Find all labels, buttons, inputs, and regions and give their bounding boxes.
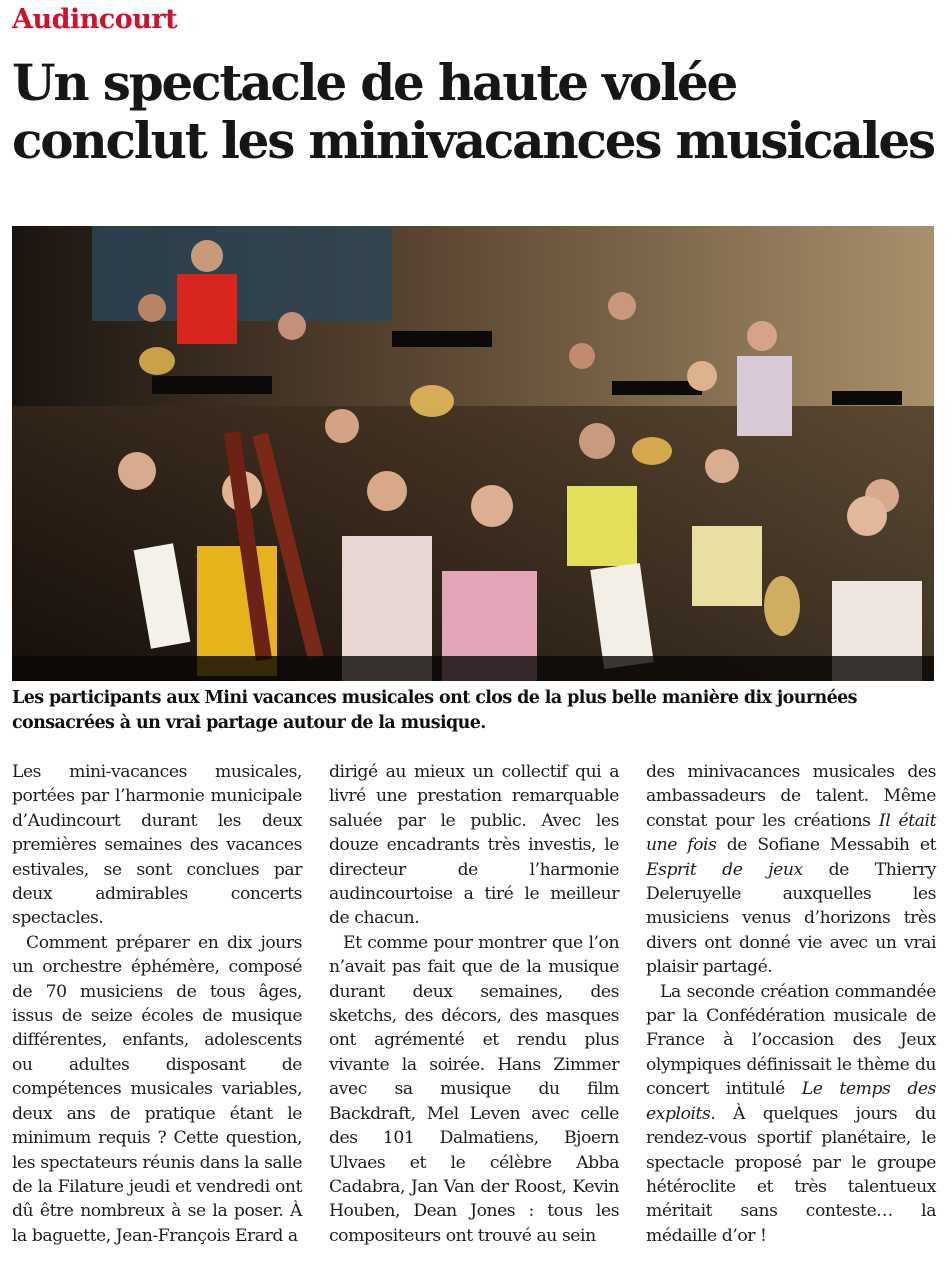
body-column-2: [329, 760, 619, 1248]
work-title-2: Esprit de jeux: [646, 859, 803, 880]
article-body: [12, 760, 937, 1280]
article-photo: [12, 226, 934, 681]
paragraph-2: Comment préparer en dix jours un orchestre éphémère, composé de 70 musiciens de tous âges, issus de seize écoles de musique différentes, enfants, adolescents ou adultes disposant de compétences musicales variables, deux ans de pratique étant le minimum requis ? Cette question, les spectateurs réunis dans la salle de la Filature jeudi et vendredi ont dû être nombreux à se la poser. À la baguette, Jean-François Erard a: [12, 932, 303, 1246]
paragraph-2-cont: dirigé au mieux un collectif qui a livré une prestation remarquable saluée par le public. Avec les douze encadrants très investis, le directeur de l’harmonie audincourtoise a tiré le meilleur de chacun.: [329, 762, 620, 929]
photo-caption: Les participants aux Mini vacances musicales ont clos de la plus belle manière dix journées consacrées à un vrai partage autour de la musique.: [12, 688, 857, 733]
paragraph-4: La seconde création commandée par la Confédération musicale de France à l’occasion des Jeux olympiques définissait le thème du concert intitulé Le temps des exploits. À quelques jours du rendez-vous sportif planétaire, le spectacle proposé par le groupe hétéroclite et très talentueux méritait sans conteste… la médaille d’or !: [646, 981, 937, 1246]
body-column-1: [12, 760, 302, 1248]
orchestra-photo-illustration: [12, 226, 934, 681]
section-kicker: Audincourt: [12, 4, 178, 35]
headline-line-1: Un spectacle de haute volée: [12, 53, 737, 112]
body-column-3: [646, 760, 936, 1248]
paragraph-intro: Les mini-vacances musicales, portées par l’harmonie municipale d’Audincourt durant les deux premières semaines des vacances estivales, se sont conclues par deux admirables concerts spectacles.: [12, 762, 302, 929]
article-headline: [12, 54, 942, 170]
work-title-1: Il était une fois: [646, 810, 937, 856]
headline-line-2: conclut les minivacances musicales: [12, 111, 934, 170]
concert-title: Le temps des exploits: [646, 1079, 937, 1124]
paragraph-3-cont: des minivacances musicales des ambassadeurs de talent. Même constat pour les créations Il était une fois de Sofiane Messabih et Esprit de jeux de Thierry Deleruyelle auxquelles les musiciens venus d’horizons très divers ont donné vie avec un vrai plaisir partagé.: [646, 762, 937, 978]
paragraph-3: Et comme pour montrer que l’on n’avait pas fait que de la musique durant deux semaines, des sketchs, des décors, des masques ont agrémenté et rendu plus vivante la soirée. Hans Zimmer avec sa musique du film Backdraft, Mel Leven avec celle des 101 Dalmatiens, Bjoern Ulvaes et le célèbre Abba Cadabra, Jan Van der Roost, Kevin Houben, Dean Jones : tous les compositeurs ont trouvé au sein: [329, 932, 620, 1246]
